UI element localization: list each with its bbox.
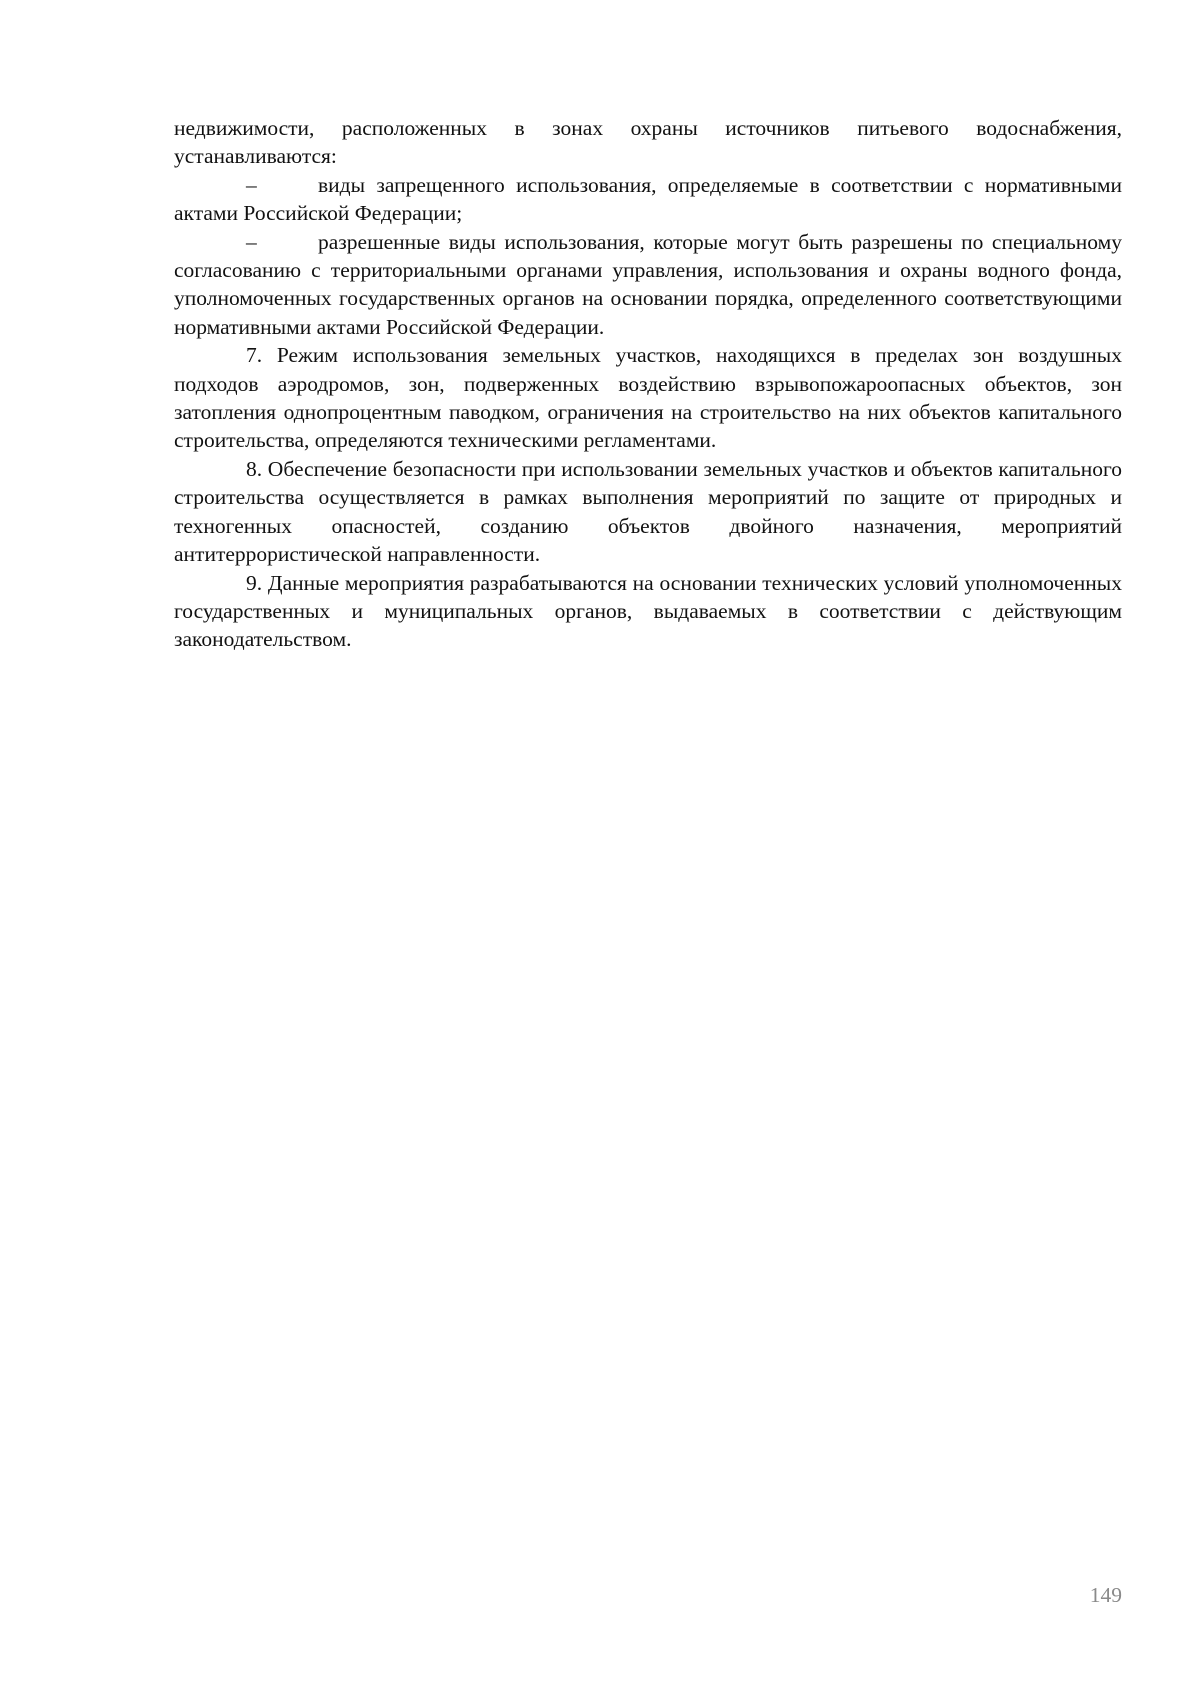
paragraph-item-9: 9. Данные мероприятия разрабатываются на основании технических условий уполномоченных государственных и муниципальных органов, выдаваемых в соответствии с действующим законодательством.: [174, 570, 1122, 652]
list-item-text: разрешенные виды использования, которые могут быть разрешены по специальному согласованию с территориальными органами управления, использования и охраны водного фонда, уполномоченных государственных органов на основании порядка, определенного соответствующими нормативными актами Российской Федерации.: [174, 229, 1122, 339]
list-item-permitted-uses: [174, 228, 1122, 342]
page-number: 149: [1089, 1583, 1122, 1607]
paragraph-continuation: недвижимости, расположенных в зонах охраны источников питьевого водоснабжения, устанавливаются:: [174, 116, 1122, 169]
dash-marker: –: [246, 229, 257, 254]
paragraph-item-7: 7. Режим использования земельных участков, находящихся в пределах зон воздушных подходов аэродромов, зон, подверженных воздействию взрывопожароопасных объектов, зон затопления однопроцентным паводком, ограничения на строительство на них объектов капитального строительства, определяются техническими регламентами.: [174, 343, 1122, 453]
list-item-text: виды запрещенного использования, определяемые в соответствии с нормативными актами Российской Федерации;: [174, 172, 1122, 226]
dash-marker: –: [246, 172, 257, 197]
paragraph-item-8: 8. Обеспечение безопасности при использовании земельных участков и объектов капитального строительства осуществляется в рамках выполнения мероприятий по защите от природных и техногенных опасностей, созданию объектов двойного назначения, мероприятий антитеррористической направленности.: [174, 456, 1122, 567]
document-body: [174, 114, 1122, 654]
list-item-prohibited-uses: [174, 171, 1122, 228]
